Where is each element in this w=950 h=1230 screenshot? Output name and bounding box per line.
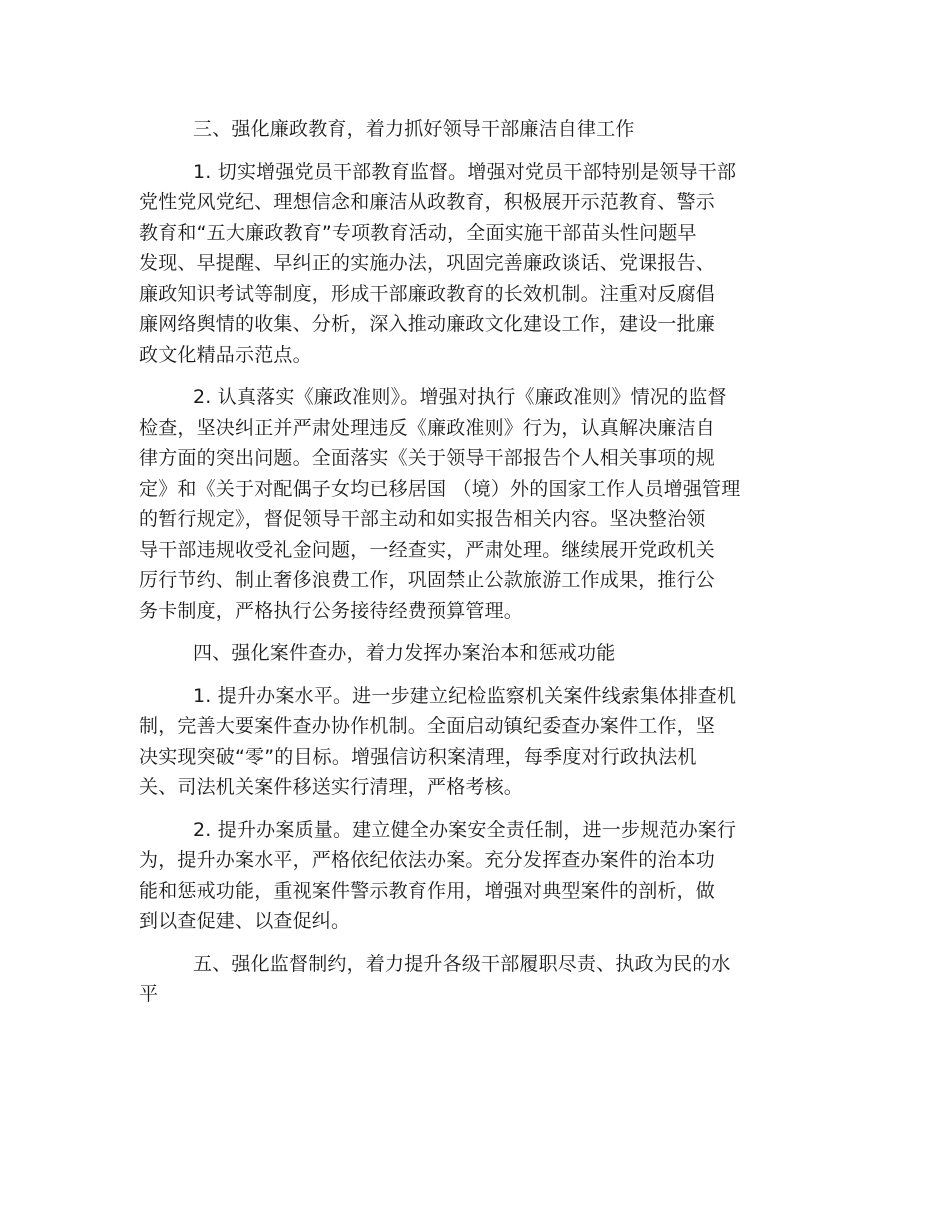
paragraph-3-1 [139, 157, 779, 371]
text-line: 2. 认真落实《廉政准则》。增强对执行《廉政准则》情况的监督 [193, 386, 727, 408]
text-line: 的暂行规定》，督促领导干部主动和如实报告相关内容。坚决整治领 [139, 508, 706, 530]
text-line: 厉行节约、制止奢侈浪费工作，巩固禁止公款旅游工作成果，推行公 [139, 569, 716, 591]
text-line: 检查，坚决纠正并严肃处理违反《廉政准则》行为，认真解决廉洁自 [139, 416, 716, 439]
text-line: 平 [139, 983, 159, 1005]
section-heading-3 [139, 114, 779, 145]
section-heading-5 [139, 949, 779, 1010]
text-line: 廉政知识考试等制度，形成干部廉政教育的长效机制。注重对反腐倡 [139, 282, 716, 305]
text-line: 1. 切实增强党员干部教育监督。增强对党员干部特别是领导干部 [193, 160, 737, 183]
text-line: 为，提升办案水平，严格依纪依法办案。充分发挥查办案件的治本功 [139, 849, 716, 871]
paragraph-4-2 [139, 815, 779, 937]
text-line: 发现、早提醒、早纠正的实施办法，巩固完善廉政谈话、党课报告、 [139, 252, 716, 274]
text-line: 决实现突破“零”的目标。增强信访积案清理，每季度对行政执法机 [139, 745, 697, 768]
text-line: 导干部违规收受礼金问题，一经查实，严肃处理。继续展开党政机关 [139, 538, 716, 561]
text-line: 2. 提升办案质量。建立健全办案安全责任制，进一步规范办案行 [193, 818, 737, 841]
text-line: 政文化精品示范点。 [139, 343, 312, 366]
text-line: 党性党风党纪、理想信念和廉洁从政教育，积极展开示范教育、警示 [139, 191, 716, 213]
text-line: 律方面的突出问题。全面落实《关于领导干部报告个人相关事项的规 [139, 447, 716, 469]
text-line: 廉网络舆情的收集、分析，深入推动廉政文化建设工作，建设一批廉 [139, 313, 716, 335]
text-line: 到以查促建、以查促纠。 [139, 910, 351, 932]
text-line: 五、强化监督制约，着力提升各级干部履职尽责、执政为民的水 [193, 952, 731, 975]
section-heading-4 [139, 638, 779, 669]
text-line: 务卡制度，严格执行公务接待经费预算管理。 [139, 599, 524, 622]
text-line: 定》和《关于对配偶子女均已移居国 （境）外的国家工作人员增强管理 [139, 477, 741, 500]
text-line: 关、司法机关案件移送实行清理，严格考核。 [139, 776, 524, 798]
paragraph-3-2 [139, 382, 779, 626]
document-body [139, 114, 779, 1022]
text-line: 能和惩戒功能，重视案件警示教育作用，增强对典型案件的剖析，做 [139, 879, 716, 902]
text-line: 四、强化案件查办，着力发挥办案治本和惩戒功能 [193, 642, 616, 664]
text-line: 制，完善大要案件查办协作机制。全面启动镇纪委查办案件工作，坚 [139, 715, 716, 737]
text-line: 1. 提升办案水平。进一步建立纪检监察机关案件线索集体排查机 [193, 684, 737, 707]
paragraph-4-1 [139, 681, 779, 803]
text-line: 教育和“五大廉政教育”专项教育活动，全面实施干部苗头性问题早 [139, 221, 697, 244]
text-line: 三、强化廉政教育，着力抓好领导干部廉洁自律工作 [193, 118, 635, 140]
